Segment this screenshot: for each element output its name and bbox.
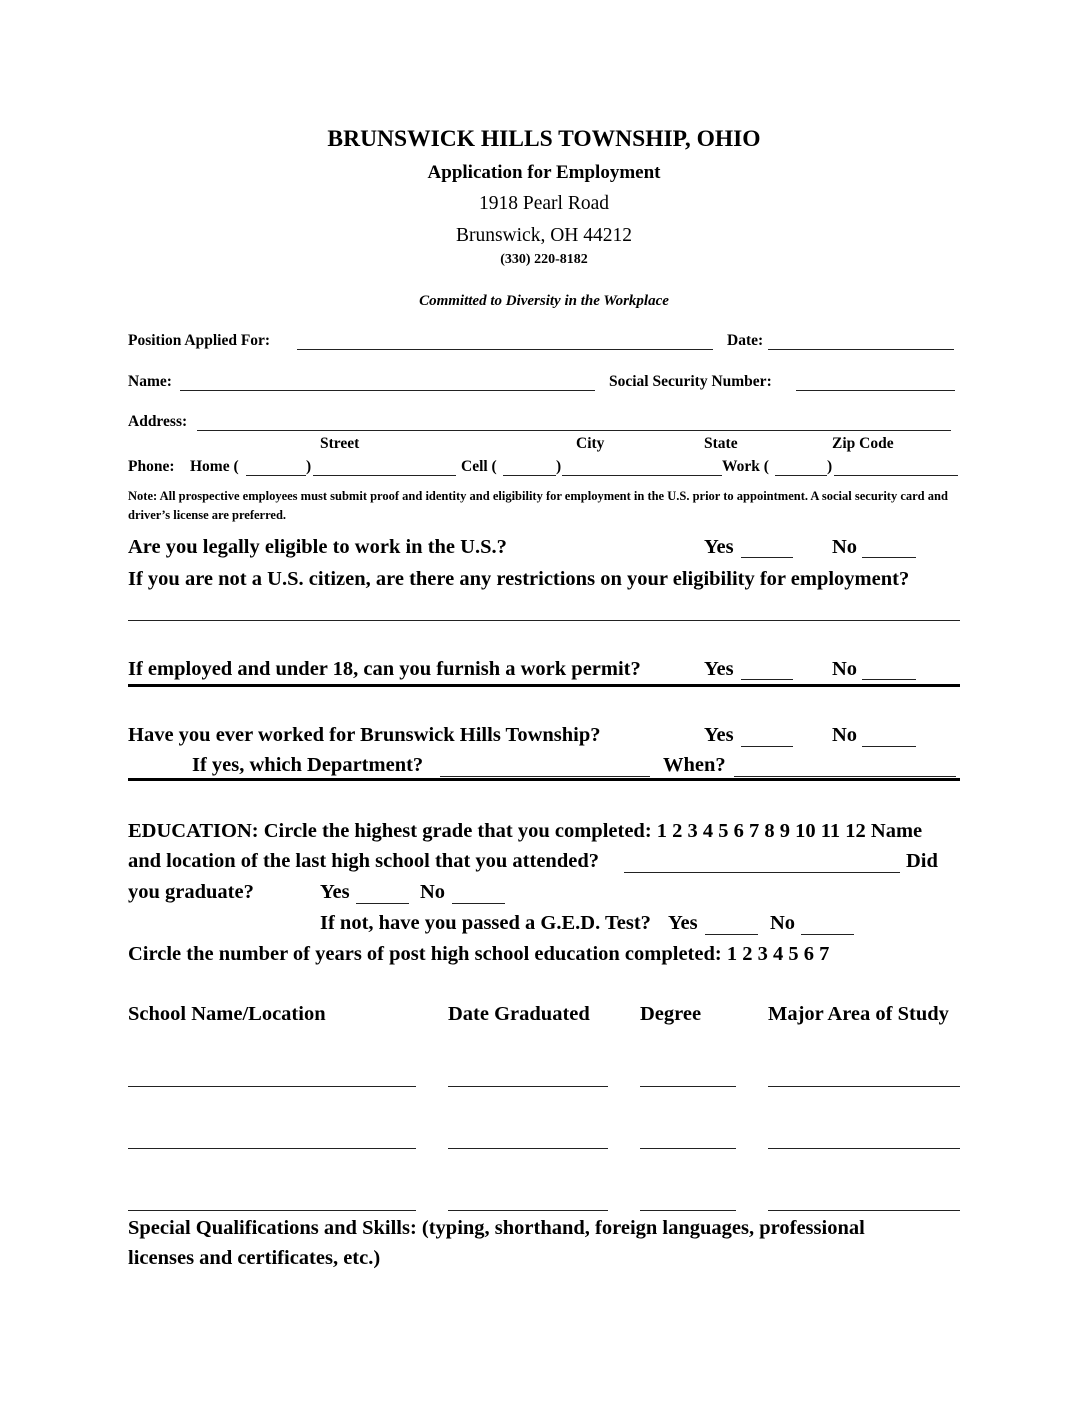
col-header-date: Date Graduated: [448, 1003, 590, 1025]
work-permit-no-label: No: [832, 658, 858, 680]
eligible-yes-label: Yes: [704, 536, 734, 558]
cell-paren-close: ): [556, 458, 562, 475]
worked-before-no-field[interactable]: [862, 729, 916, 747]
work-paren-close: ): [827, 458, 833, 475]
restrictions-question: If you are not a U.S. citizen, are there any restrictions on your eligibility for employment?: [128, 568, 910, 590]
major-field[interactable]: [768, 1070, 960, 1087]
position-label: Position Applied For:: [128, 332, 271, 349]
home-area-code-field[interactable]: [246, 460, 306, 476]
date-field[interactable]: [768, 334, 954, 350]
graduate-no-label: No: [420, 881, 446, 903]
date-label: Date:: [727, 332, 764, 349]
address-field[interactable]: [197, 415, 951, 431]
address-label: Address:: [128, 413, 188, 430]
post-hs-prompt: Circle the number of years of post high school education completed: 1 2 3 4 5 6 7: [128, 943, 830, 965]
school-field[interactable]: [128, 1070, 416, 1087]
ged-yes-field[interactable]: [705, 917, 758, 935]
phone-label: Phone:: [128, 458, 175, 475]
page-title: BRUNSWICK HILLS TOWNSHIP, OHIO: [327, 126, 761, 152]
school-field[interactable]: [128, 1132, 416, 1149]
worked-before-question: Have you ever worked for Brunswick Hills Township?: [128, 724, 601, 746]
phone-number: (330) 220-8182: [500, 252, 588, 267]
address-city: Brunswick, OH 44212: [455, 225, 633, 246]
work-phone-label: Work (: [722, 458, 769, 475]
home-paren-close: ): [306, 458, 312, 475]
major-field[interactable]: [768, 1194, 960, 1211]
cell-phone-label: Cell (: [461, 458, 497, 475]
date-graduated-field[interactable]: [448, 1132, 608, 1149]
skills-prompt-line1: Special Qualifications and Skills: (typing, shorthand, foreign languages, professional: [128, 1217, 865, 1239]
street-sublabel: Street: [320, 435, 360, 452]
date-graduated-field[interactable]: [448, 1070, 608, 1087]
worked-before-no-label: No: [832, 724, 858, 746]
worked-before-yes-label: Yes: [704, 724, 734, 746]
address-street: 1918 Pearl Road: [479, 193, 609, 214]
date-graduated-field[interactable]: [448, 1194, 608, 1211]
department-field[interactable]: [440, 759, 650, 777]
school-field[interactable]: [128, 1194, 416, 1211]
section-divider: [128, 778, 960, 781]
eligibility-note: Note: All prospective employees must submit proof and identity and eligibility for employment in the U.S. prior to appointment. A social security card and driver’s license are preferred.: [128, 489, 948, 522]
eligible-yes-field[interactable]: [741, 540, 793, 558]
form-subtitle: Application for Employment: [427, 162, 661, 183]
education-did-text: Did: [906, 850, 938, 872]
cell-area-code-field[interactable]: [503, 460, 556, 476]
eligible-question: Are you legally eligible to work in the U.S.?: [128, 536, 507, 558]
state-sublabel: State: [704, 435, 738, 452]
department-label: If yes, which Department?: [192, 754, 424, 776]
ged-question: If not, have you passed a G.E.D. Test?: [320, 912, 651, 934]
work-permit-yes-field[interactable]: [741, 664, 793, 680]
col-header-degree: Degree: [640, 1003, 702, 1025]
eligible-no-field[interactable]: [862, 540, 916, 558]
education-grade-prompt: EDUCATION: Circle the highest grade that you completed: 1 2 3 4 5 6 7 8 9 10 11 12 Name: [128, 820, 923, 842]
education-school-prompt: and location of the last high school that you attended?: [128, 850, 599, 872]
restrictions-field[interactable]: [128, 603, 960, 621]
cell-phone-field[interactable]: [562, 460, 722, 476]
home-phone-label: Home (: [190, 458, 239, 475]
section-divider: [128, 684, 960, 687]
graduate-yes-field[interactable]: [356, 886, 409, 904]
graduate-yes-label: Yes: [320, 881, 350, 903]
zip-sublabel: Zip Code: [832, 435, 894, 452]
city-sublabel: City: [576, 435, 605, 452]
degree-field[interactable]: [640, 1132, 736, 1149]
col-header-major: Major Area of Study: [768, 1003, 949, 1025]
graduate-no-field[interactable]: [452, 886, 505, 904]
ssn-field[interactable]: [796, 375, 955, 391]
degree-field[interactable]: [640, 1070, 736, 1087]
work-area-code-field[interactable]: [775, 460, 827, 476]
col-header-school: School Name/Location: [128, 1003, 326, 1025]
home-phone-field[interactable]: [313, 460, 456, 476]
when-field[interactable]: [734, 759, 956, 777]
name-label: Name:: [128, 373, 172, 390]
ged-no-label: No: [770, 912, 796, 934]
graduate-question: you graduate?: [128, 881, 254, 903]
name-field[interactable]: [180, 375, 595, 391]
work-phone-field[interactable]: [834, 460, 958, 476]
when-label: When?: [663, 754, 726, 776]
major-field[interactable]: [768, 1132, 960, 1149]
high-school-field[interactable]: [624, 855, 900, 873]
work-permit-no-field[interactable]: [862, 664, 916, 680]
ged-no-field[interactable]: [801, 917, 854, 935]
position-field[interactable]: [297, 334, 713, 350]
ssn-label: Social Security Number:: [609, 373, 772, 390]
work-permit-yes-label: Yes: [704, 658, 734, 680]
work-permit-question: If employed and under 18, can you furnish a work permit?: [128, 658, 641, 680]
eligible-no-label: No: [832, 536, 858, 558]
worked-before-yes-field[interactable]: [741, 729, 793, 747]
ged-yes-label: Yes: [668, 912, 698, 934]
skills-prompt-line2: licenses and certificates, etc.): [128, 1247, 381, 1269]
degree-field[interactable]: [640, 1194, 736, 1211]
tagline: Committed to Diversity in the Workplace: [419, 293, 669, 309]
